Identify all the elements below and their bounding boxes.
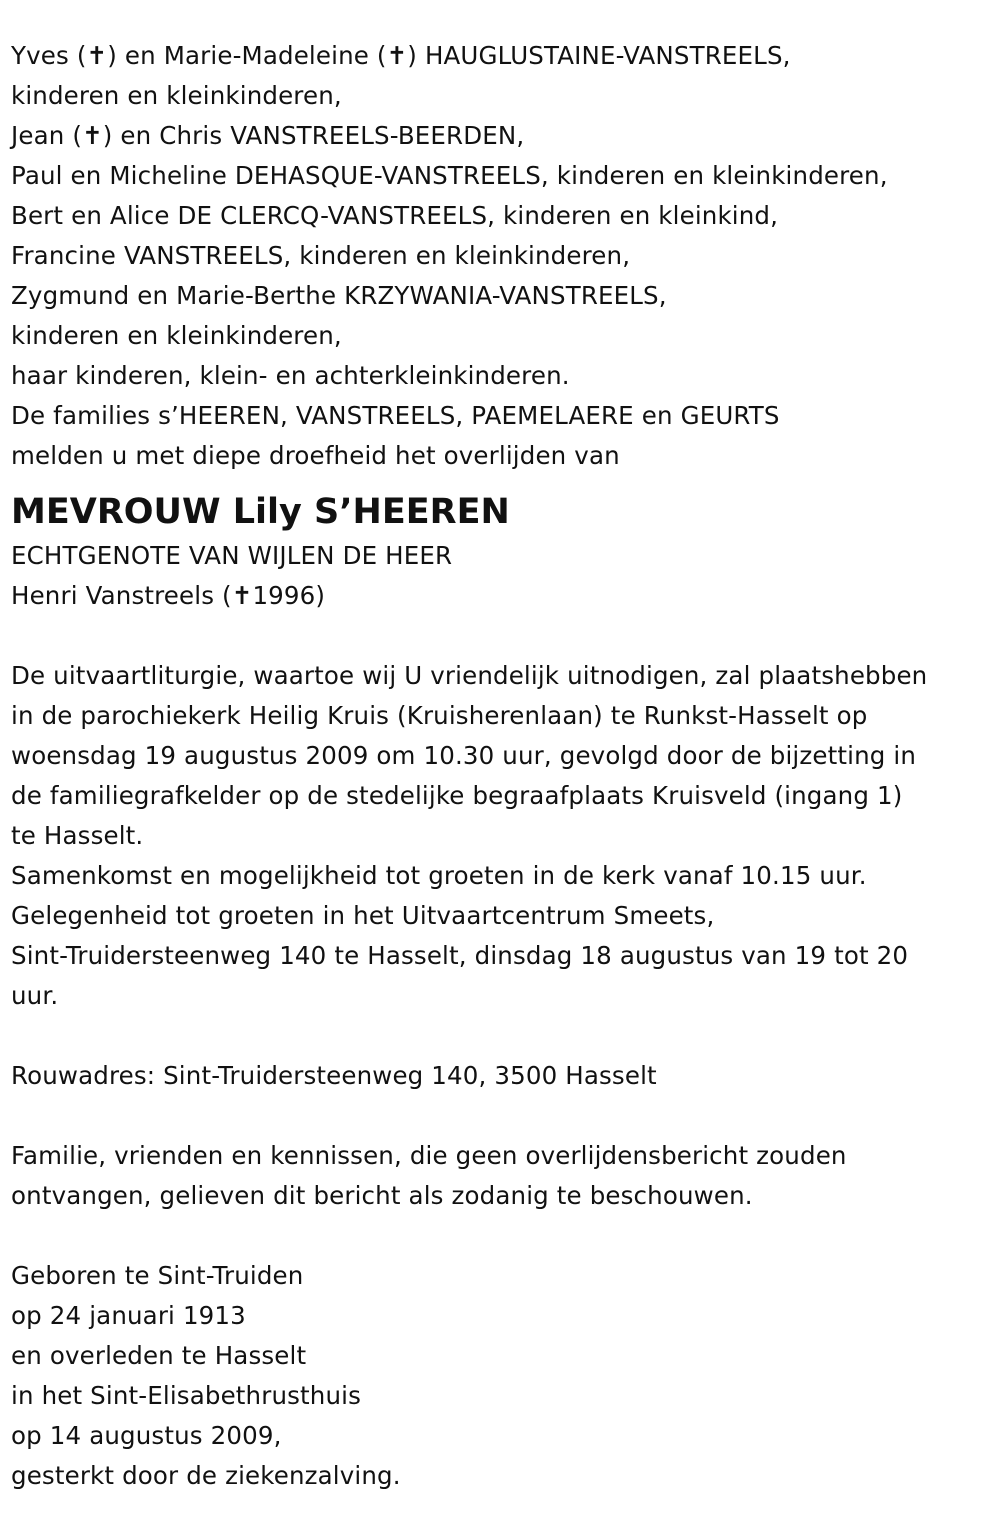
announcer-line: Zygmund en Marie-Berthe KRZYWANIA-VANSTREELS, xyxy=(11,281,667,310)
announcer-line: Jean (✝) en Chris VANSTREELS-BEERDEN, xyxy=(11,121,525,150)
announcer-line: haar kinderen, klein- en achterkleinkinderen. xyxy=(11,361,570,390)
funeral-line: woensdag 19 augustus 2009 om 10.30 uur, gevolgd door de bijzetting in xyxy=(11,741,917,770)
funeral-line: uur. xyxy=(11,981,59,1010)
deceased-section xyxy=(11,488,996,616)
spacer xyxy=(11,1096,996,1136)
announcer-line: melden u met diepe droefheid het overlijden van xyxy=(11,441,620,470)
announcer-line: kinderen en kleinkinderen, xyxy=(11,81,342,110)
announcer-line: Yves (✝) en Marie-Madeleine (✝) HAUGLUSTAINE-VANSTREELS, xyxy=(11,41,791,70)
biography-line: op 24 januari 1913 xyxy=(11,1301,246,1330)
spacer xyxy=(11,1216,996,1256)
biography-line: gesterkt door de ziekenzalving. xyxy=(11,1461,401,1490)
deceased-spouse: Henri Vanstreels (✝1996) xyxy=(11,581,326,610)
funeral-line: Gelegenheid tot groeten in het Uitvaartcentrum Smeets, xyxy=(11,901,715,930)
deceased-name: MEVROUW Lily S’HEEREN xyxy=(11,492,510,532)
biography-line: in het Sint-Elisabethrusthuis xyxy=(11,1381,362,1410)
announcer-line: De families s’HEEREN, VANSTREELS, PAEMELAERE en GEURTS xyxy=(11,401,780,430)
funeral-line: De uitvaartliturgie, waartoe wij U vriendelijk uitnodigen, zal plaatshebben xyxy=(11,661,928,690)
spacer xyxy=(11,1016,996,1056)
deceased-relation: ECHTGENOTE VAN WIJLEN DE HEER xyxy=(11,541,453,570)
funeral-line: de familiegrafkelder op de stedelijke begraafplaats Kruisveld (ingang 1) xyxy=(11,781,903,810)
funeral-line: te Hasselt. xyxy=(11,821,144,850)
announcer-line: Bert en Alice DE CLERCQ-VANSTREELS, kinderen en kleinkind, xyxy=(11,201,779,230)
funeral-section xyxy=(11,656,996,1016)
biography-section xyxy=(11,1256,996,1496)
biography-line: op 14 augustus 2009, xyxy=(11,1421,282,1450)
funeral-line: Sint-Truidersteenweg 140 te Hasselt, dinsdag 18 augustus van 19 tot 20 xyxy=(11,941,909,970)
mourning-address: Rouwadres: Sint-Truidersteenweg 140, 3500 Hasselt xyxy=(11,1061,657,1090)
biography-line: en overleden te Hasselt xyxy=(11,1341,307,1370)
address-section xyxy=(11,1056,996,1096)
announcer-line: kinderen en kleinkinderen, xyxy=(11,321,342,350)
notice-line: Familie, vrienden en kennissen, die geen overlijdensbericht zouden xyxy=(11,1141,847,1170)
announcer-line: Francine VANSTREELS, kinderen en kleinkinderen, xyxy=(11,241,631,270)
biography-line: Geboren te Sint-Truiden xyxy=(11,1261,304,1290)
spacer xyxy=(11,476,996,488)
funeral-line: in de parochiekerk Heilig Kruis (Kruisherenlaan) te Runkst-Hasselt op xyxy=(11,701,868,730)
obituary-document xyxy=(11,36,996,1496)
notice-line: ontvangen, gelieven dit bericht als zodanig te beschouwen. xyxy=(11,1181,753,1210)
notice-section xyxy=(11,1136,996,1216)
spacer xyxy=(11,616,996,656)
announcer-line: Paul en Micheline DEHASQUE-VANSTREELS, kinderen en kleinkinderen, xyxy=(11,161,888,190)
funeral-line: Samenkomst en mogelijkheid tot groeten in de kerk vanaf 10.15 uur. xyxy=(11,861,867,890)
announcers-section xyxy=(11,36,996,476)
